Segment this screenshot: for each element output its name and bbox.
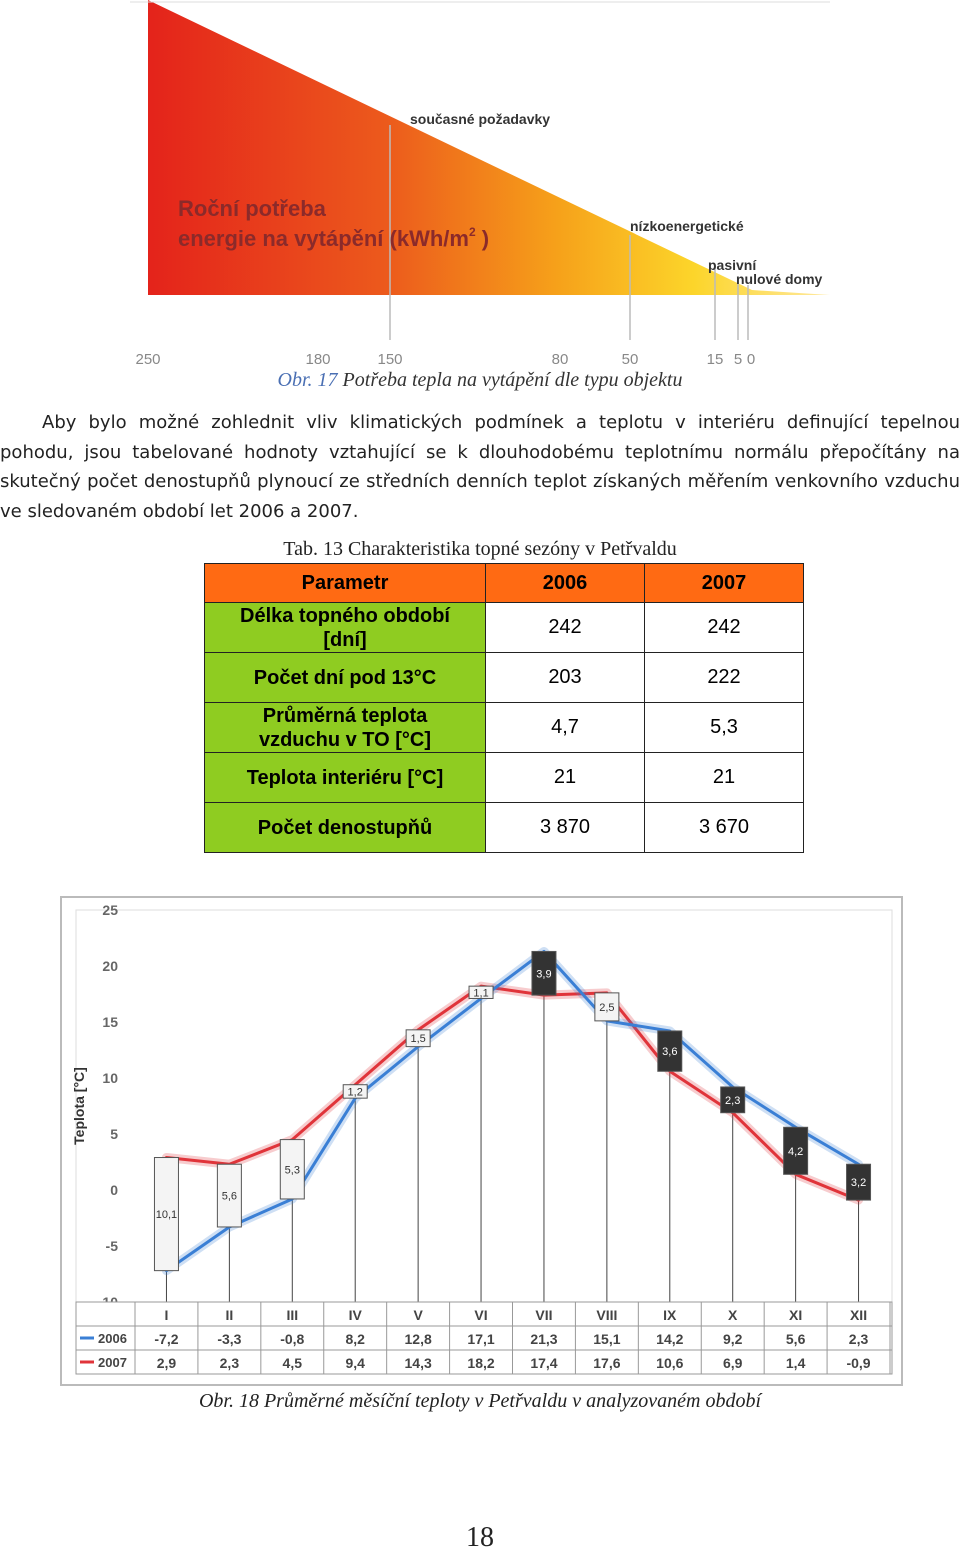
difference-label: 4,2 bbox=[787, 1145, 804, 1158]
header-parametr: Parametr bbox=[205, 564, 486, 603]
value-2006: 203 bbox=[486, 653, 645, 703]
header-2006: 2006 bbox=[486, 564, 645, 603]
table-row bbox=[205, 603, 804, 653]
scale-250: 250 bbox=[135, 351, 161, 368]
x-category-label: V bbox=[413, 1307, 423, 1323]
table-row bbox=[205, 653, 804, 703]
data-label-2007: 9,4 bbox=[345, 1355, 365, 1371]
y-tick-label: -5 bbox=[105, 1238, 118, 1254]
data-label-2007: 6,9 bbox=[722, 1355, 743, 1371]
data-label-2006: 5,6 bbox=[785, 1331, 806, 1347]
data-label-2007: 1,4 bbox=[785, 1355, 806, 1371]
body-paragraph bbox=[0, 408, 960, 526]
y-tick-label: 10 bbox=[102, 1070, 118, 1086]
scale-50: 50 bbox=[621, 351, 639, 368]
y-tick-label: 20 bbox=[102, 958, 118, 974]
figure18-caption: Obr. 18 Průměrné měsíční teploty v Petřvaldu v analyzovaném období bbox=[198, 1390, 762, 1412]
data-label-2007: 18,2 bbox=[467, 1355, 495, 1371]
difference-label: 2,5 bbox=[599, 1001, 615, 1014]
heating-season-table bbox=[204, 563, 804, 853]
legend-label-2007: 2007 bbox=[98, 1355, 127, 1370]
scale-150: 150 bbox=[377, 351, 403, 368]
header-2007: 2007 bbox=[645, 564, 804, 603]
data-label-2007: 10,6 bbox=[656, 1355, 684, 1371]
param-cell: Průměrná teplota vzduchu v TO [°C] bbox=[205, 703, 486, 753]
x-category-label: X bbox=[728, 1307, 738, 1323]
scale-15: 15 bbox=[706, 351, 724, 368]
figure17-title-line1: Roční potřeba bbox=[178, 196, 326, 221]
heating-demand-figure bbox=[130, 0, 830, 370]
data-label-2007: 14,3 bbox=[404, 1355, 432, 1371]
x-category-label: IV bbox=[348, 1307, 362, 1323]
table-row bbox=[205, 753, 804, 803]
data-label-2006: -7,2 bbox=[154, 1331, 179, 1347]
x-category-label: VI bbox=[474, 1307, 488, 1323]
difference-label: 1,2 bbox=[347, 1086, 363, 1099]
value-2006: 21 bbox=[486, 753, 645, 803]
data-label-2006: 2,3 bbox=[848, 1331, 869, 1347]
value-2007: 3 670 bbox=[645, 803, 804, 853]
x-category-label: I bbox=[164, 1307, 169, 1323]
data-label-2007: 2,3 bbox=[219, 1355, 240, 1371]
difference-label: 2,3 bbox=[725, 1094, 741, 1107]
scale-5: 5 bbox=[733, 351, 743, 368]
difference-label: 1,5 bbox=[410, 1033, 426, 1046]
x-category-label: III bbox=[286, 1307, 299, 1323]
data-label-2007: 17,4 bbox=[530, 1355, 558, 1371]
x-category-label: VII bbox=[535, 1307, 553, 1323]
scale-180: 180 bbox=[305, 351, 331, 368]
value-2007: 222 bbox=[645, 653, 804, 703]
value-2007: 21 bbox=[645, 753, 804, 803]
param-cell: Teplota interiéru [°C] bbox=[205, 753, 486, 803]
param-cell: Počet denostupňů bbox=[205, 803, 486, 853]
value-2006: 3 870 bbox=[486, 803, 645, 853]
param-cell: Počet dní pod 13°C bbox=[205, 653, 486, 703]
y-axis-label: Teplota [°C] bbox=[71, 1067, 87, 1145]
scale-80: 80 bbox=[551, 351, 569, 368]
difference-label: 3,6 bbox=[662, 1046, 678, 1059]
x-category-label: VIII bbox=[596, 1307, 618, 1323]
value-2006: 242 bbox=[486, 603, 645, 653]
data-label-2006: 8,2 bbox=[345, 1331, 365, 1347]
page-number: 18 bbox=[466, 1522, 494, 1553]
data-label-2006: 21,3 bbox=[530, 1331, 558, 1347]
label-older: starší výstavba bbox=[182, 1, 284, 17]
value-2006: 4,7 bbox=[486, 703, 645, 753]
data-label-2006: -0,8 bbox=[280, 1331, 305, 1347]
difference-label: 5,6 bbox=[221, 1190, 238, 1203]
data-label-2006: 9,2 bbox=[722, 1331, 743, 1347]
y-tick-label: 15 bbox=[102, 1014, 118, 1030]
label-current: současné požadavky bbox=[410, 111, 551, 127]
param-cell: Délka topného období [dní] bbox=[205, 603, 486, 653]
data-label-2006: 14,2 bbox=[656, 1331, 684, 1347]
data-label-2006: 15,1 bbox=[593, 1331, 621, 1347]
difference-label: 3,2 bbox=[850, 1177, 867, 1190]
value-2007: 242 bbox=[645, 603, 804, 653]
difference-label: 3,9 bbox=[536, 968, 552, 981]
y-tick-label: 0 bbox=[110, 1182, 118, 1198]
x-category-label: XI bbox=[789, 1307, 803, 1323]
data-label-2006: 12,8 bbox=[404, 1331, 432, 1347]
data-label-2007: -0,9 bbox=[846, 1355, 871, 1371]
data-label-2007: 4,5 bbox=[282, 1355, 303, 1371]
data-label-2007: 17,6 bbox=[593, 1355, 621, 1371]
legend-label-2006: 2006 bbox=[98, 1331, 127, 1346]
value-2007: 5,3 bbox=[645, 703, 804, 753]
label-low-energy: nízkoenergetické bbox=[630, 218, 744, 234]
table-caption: Tab. 13 Charakteristika topné sezóny v Petřvaldu bbox=[283, 538, 677, 560]
table-row bbox=[205, 803, 804, 853]
label-zero: nulové domy bbox=[736, 271, 823, 287]
y-tick-label: 5 bbox=[110, 1126, 118, 1142]
data-label-2006: 17,1 bbox=[467, 1331, 495, 1347]
scale-0: 0 bbox=[746, 351, 756, 368]
x-category-label: IX bbox=[663, 1307, 677, 1323]
y-tick-label: 25 bbox=[102, 902, 118, 918]
x-category-label: II bbox=[225, 1307, 234, 1323]
paragraph-text: Aby bylo možné zohlednit vliv klimatických podmínek a teplotu v interiéru definující tepelnou pohodu, jsou tabelované hodnoty vztahující se k dlouhodobému teplotnímu normálu přepočítány na skutečný počet denostupňů plynoucí ze středních denních teplot získaných měřením venkovního vzduchu ve sledovaném období let 2006 a 2007. bbox=[0, 412, 960, 522]
figure17-title-line2: energie na vytápění ($kWh/m^2$ ) bbox=[178, 225, 490, 251]
label-passive: pasivní bbox=[708, 257, 757, 273]
table-row bbox=[205, 703, 804, 753]
data-label-2006: -3,3 bbox=[217, 1331, 242, 1347]
difference-label: 10,1 bbox=[155, 1209, 178, 1222]
figure17-caption: Obr. 17 Potřeba tepla na vytápění dle typu objektu bbox=[277, 369, 683, 391]
data-label-2007: 2,9 bbox=[156, 1355, 177, 1371]
x-category-label: XII bbox=[849, 1307, 868, 1323]
difference-label: 1,1 bbox=[473, 987, 489, 1000]
monthly-temperature-chart bbox=[60, 896, 903, 1386]
difference-label: 5,3 bbox=[284, 1164, 300, 1177]
